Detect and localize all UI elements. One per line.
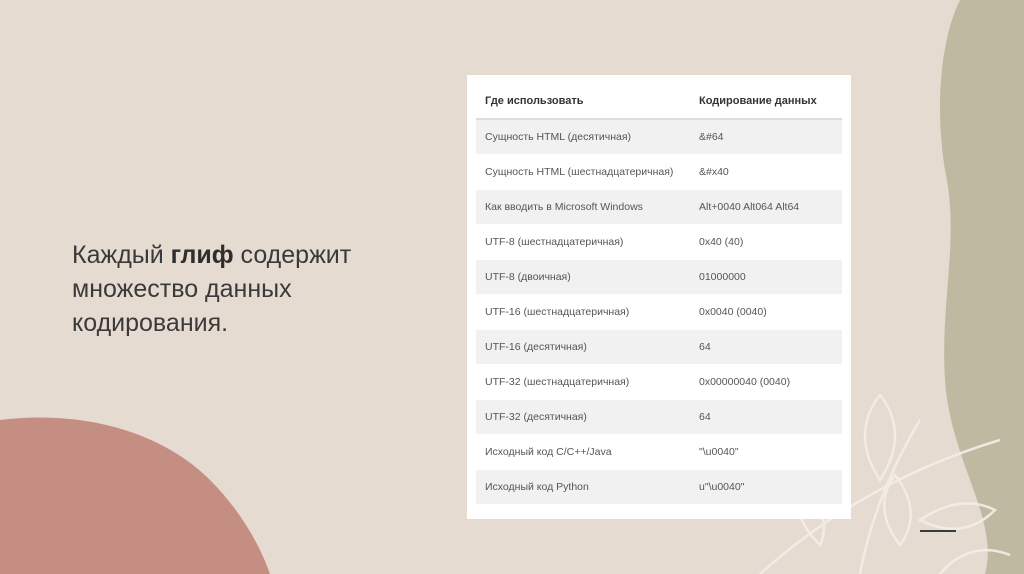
cell-value: 01000000 [690,260,842,295]
cell-use: Сущность HTML (десятичная) [476,119,690,155]
cell-use: Как вводить в Microsoft Windows [476,190,690,225]
cell-value: Alt+0040 Alt064 Alt64 [690,190,842,225]
decorative-divider [920,530,956,532]
cell-value: 0x40 (40) [690,225,842,260]
terracotta-shape [0,418,270,574]
table-row [476,119,842,155]
table-row [476,225,842,260]
table-row [476,470,842,505]
table-row [476,260,842,295]
table-row [476,400,842,435]
table-row [476,330,842,365]
encoding-table-card [467,75,851,519]
cell-value: u"\u0040" [690,470,842,505]
cell-value: 64 [690,330,842,365]
table-row [476,435,842,470]
encoding-table [476,84,842,505]
cell-use: UTF-8 (шестнадцатеричная) [476,225,690,260]
table-row [476,295,842,330]
column-header-use: Где использовать [476,84,690,119]
cell-use: UTF-8 (двоичная) [476,260,690,295]
cell-value: 64 [690,400,842,435]
olive-shape [940,0,1024,574]
cell-use: Исходный код Python [476,470,690,505]
cell-value: "\u0040" [690,435,842,470]
cell-use: UTF-32 (десятичная) [476,400,690,435]
highlighted-word: глиф [170,241,234,269]
cell-use: UTF-32 (шестнадцатеричная) [476,365,690,400]
column-header-encoding: Кодирование данных [690,84,842,119]
cell-use: UTF-16 (десятичная) [476,330,690,365]
cell-value: &#x40 [690,155,842,190]
cell-use: Сущность HTML (шестнадцатеричная) [476,155,690,190]
table-row [476,190,842,225]
cell-value: 0x0040 (0040) [690,295,842,330]
cell-value: 0x00000040 (0040) [690,365,842,400]
table-row [476,365,842,400]
cell-use: Исходный код C/C++/Java [476,435,690,470]
slide-main-text: Каждый глиф содержит множество данных кодирования. [72,241,352,337]
table-header-row [476,84,842,119]
cell-value: &#64 [690,119,842,155]
table-row [476,155,842,190]
cell-use: UTF-16 (шестнадцатеричная) [476,295,690,330]
